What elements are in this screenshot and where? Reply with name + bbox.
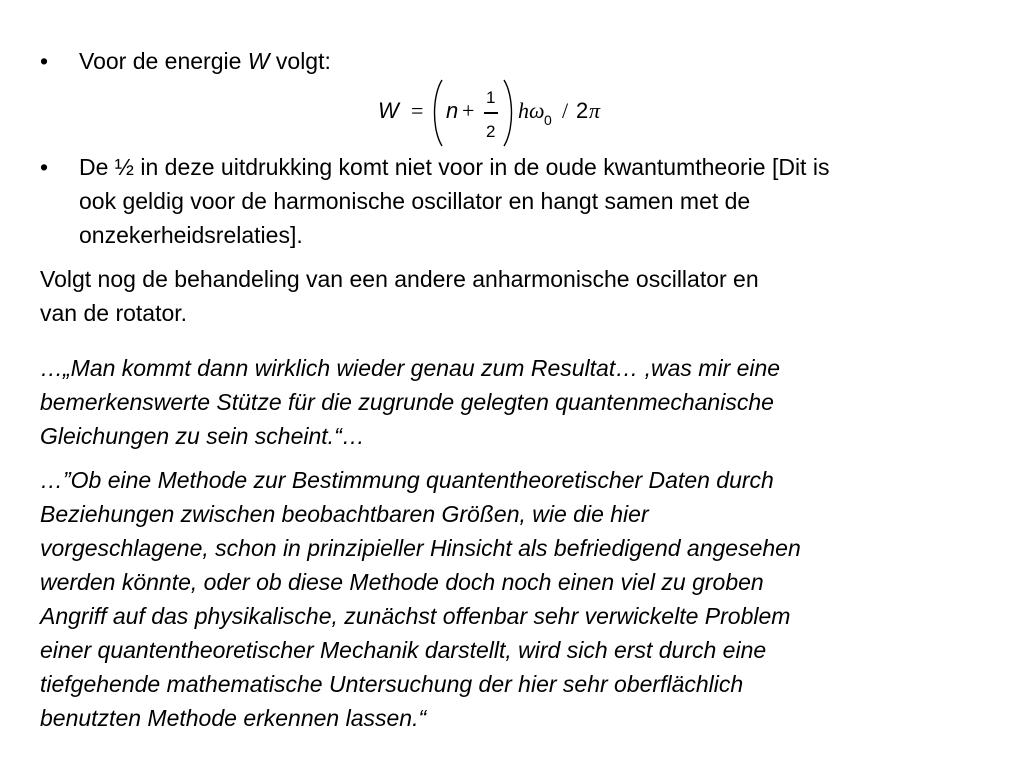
quote-line: werden könnte, oder ob diese Methode doch noch einen viel zu groben (40, 569, 764, 595)
formula-fraction-denominator: 2 (486, 122, 496, 141)
bullet-text (79, 44, 331, 78)
paragraph-rotator (40, 262, 759, 330)
formula-left-paren (430, 78, 444, 148)
quote-line: Beziehungen zwischen beobachtbaren Größen, wie die hier (40, 501, 649, 527)
formula-fraction-numerator: 1 (486, 88, 496, 107)
formula-h: h (518, 98, 529, 123)
formula-plus: + (462, 98, 475, 123)
quote-methode (40, 463, 801, 735)
bullet-text (79, 150, 829, 252)
quote-line: vorgeschlagene, schon in prinzipieller Hinsicht als befriedigend angesehen (40, 535, 801, 561)
quote-resultat (40, 351, 780, 453)
formula-slash: / (562, 98, 569, 123)
quote-line: …”Ob eine Methode zur Bestimmung quantentheoretischer Daten durch (40, 467, 774, 493)
paragraph-line: van de rotator. (40, 300, 188, 326)
bullet-dot: • (40, 154, 49, 180)
formula-subscript: 0 (544, 112, 552, 128)
bullet-line: De ½ in deze uitdrukking komt niet voor in de oude kwantumtheorie [Dit is (79, 154, 830, 180)
quote-line: einer quantentheoretischer Mechanik darstellt, wird sich erst durch eine (40, 637, 767, 663)
quote-line: tiefgehende mathematische Untersuchung der hier sehr oberflächlich (40, 671, 744, 697)
quote-line: Angriff auf das physikalische, zunächst offenbar sehr verwickelte Problem (40, 603, 791, 629)
quote-line: Gleichungen zu sein scheint.“… (40, 423, 365, 449)
formula-equals: = (411, 98, 424, 123)
formula-pi: π (589, 98, 601, 123)
bullet-dot: • (40, 48, 49, 74)
formula-omega: ω (529, 98, 545, 123)
bullet-line: ook geldig voor de harmonische oscillator en hangt samen met de (79, 188, 751, 214)
bullet-line: onzekerheidsrelaties]. (79, 222, 303, 248)
formula-right-paren (502, 78, 516, 148)
quote-line: benutzten Methode erkennen lassen.“ (40, 705, 427, 731)
paragraph-line: Volgt nog de behandeling van een andere anharmonische oscillator en (40, 266, 759, 292)
bullet-variable-w: W (247, 48, 270, 74)
formula-n: n (446, 98, 459, 123)
bullet-text-suffix: volgt: (269, 48, 331, 74)
energy-formula (378, 76, 618, 152)
quote-line: bemerkenswerte Stütze für die zugrunde gelegten quantenmechanische (40, 389, 774, 415)
formula-lhs: W (378, 98, 399, 123)
bullet-text-prefix: Voor de energie (79, 48, 248, 74)
quote-line: …„Man kommt dann wirklich wieder genau zum Resultat… ,was mir eine (40, 355, 781, 381)
formula-two: 2 (576, 98, 589, 123)
formula-fraction-bar (484, 112, 498, 114)
